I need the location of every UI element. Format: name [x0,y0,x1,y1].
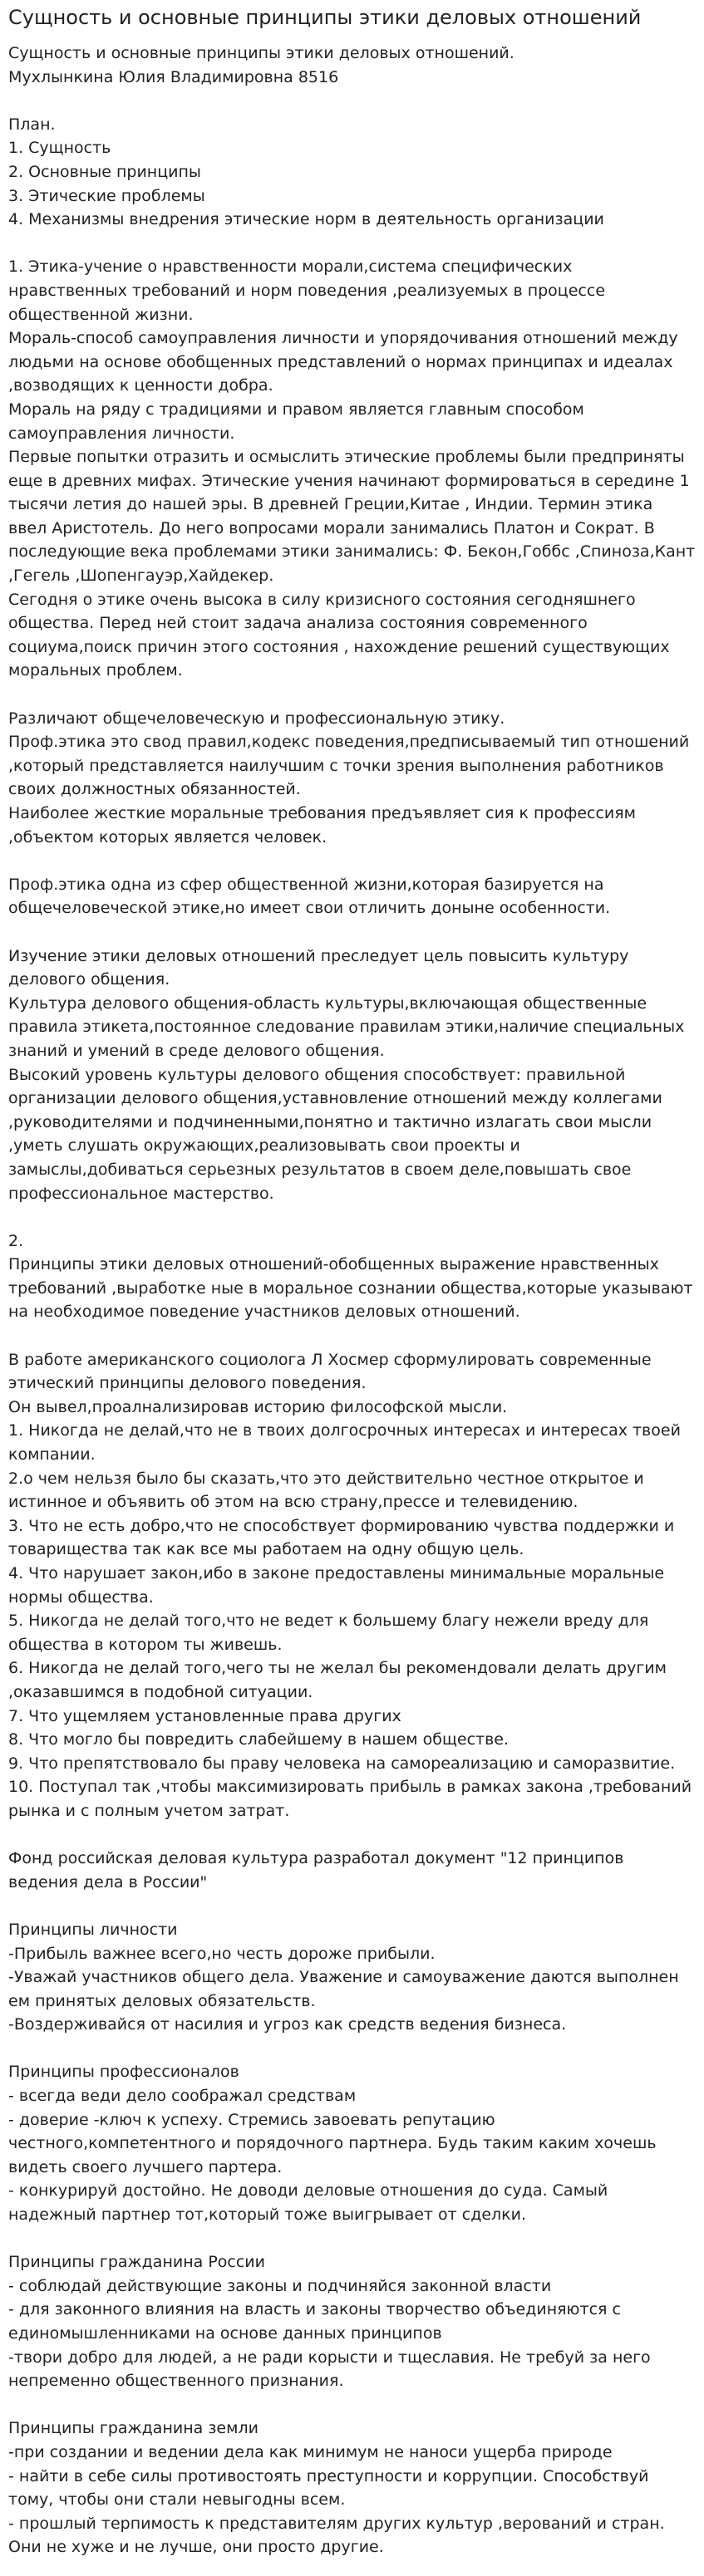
blank-line [8,2227,696,2251]
text-line: -Воздерживайся от насилия и угроз как средств ведения бизнеса. [8,2015,567,2034]
text-line: В работе американского социолога Л Хосмер сформулировать современные этический принципы делового поведения. [8,1350,652,1393]
text-line: 10. Поступал так ,чтобы максимизировать прибыль в рамках закона ,требований рынка и с полным учетом затрат. [8,1778,692,1820]
text-line: Мораль-способ самоуправления личности и упорядочивания отношений между людьми на основе обобщенных представлений о нормах принципах и идеалах ,возводящих к ценности добра. [8,329,678,395]
blank-line [8,849,696,873]
text-line: Культура делового общения-область культуры,включающая общественные правила этикета,постоянное следование правилам этики,наличие специальных знаний и умений в среде делового общения. [8,994,685,1060]
text-line: Принципы этики деловых отношений-обобщенных выражение нравственных требований ,выработке ные в моральное сознании общества,которые указывают на необходимое поведение участников деловых отношений. [8,1255,693,1322]
text-line: 8. Что могло бы повредить слабейшему в нашем обществе. [8,1730,510,1749]
text-line: 1. Никогда не делай,что не в твоих долгосрочных интересах и интересах твоей компании. [8,1421,681,1465]
text-line: - найти в себе силы противостоять преступности и коррупции. Способствуй тому, чтобы они стали невыгодны всем. [8,2466,649,2510]
text-line: Принципы личности [8,1920,178,1939]
blank-line [8,2393,696,2417]
text-line: Мораль на ряду с традициями и правом является главным способом самоуправления личности. [8,400,584,443]
text-line: Принципы гражданина земли [8,2419,258,2438]
blank-line [8,1205,696,1229]
text-line: Первые попытки отразить и осмыслить этические проблемы были предприняты еще в древних мифах. Этические учения начинают формироваться в середине 1 тысячи летия до нашей эры. В древней Греции,Китае , Индии. Термин этика ввел Аристотель. До него вопросами морали занимались Платон и Сократ. В последующие века проблемами этики занимались: Ф. Бекон,Гоббс ,Спиноза,Кант ,Гегель ,Шопенгауэр,Хайдекер. [8,448,696,586]
blank-line [8,1823,696,1847]
text-line: 2.о чем нельзя было бы сказать,что это действительно честное открытое и истинное и объявить об этом на всю страну,прессе и телевидению. [8,1469,644,1512]
text-line: 3. Этические проблемы [8,186,205,205]
blank-line [8,920,696,945]
text-line: Высокий уровень культуры делового общения способствует: правильной организации делового общения,уставновление отношений между коллегами ,руководителями и подчиненными,понятно и тактично излагать свои мысли ,уметь слушать окружающих,реализовывать свои проекты и замыслы,добиваться серьезных результатов в своем деле,повышать свое профессиональное мастерство. [8,1065,662,1203]
text-line: 5. Никогда не делай того,что не ведет к большему благу нежели вреду для общества в котором ты живешь. [8,1612,649,1654]
text-line: -Прибыль важнее всего,но честь дороже прибыли. [8,1944,436,1963]
blank-line [8,1324,696,1348]
text-line: Различают общечеловеческую и профессиональную этику. [8,709,505,728]
page-title: Сущность и основные принципы этики деловых отношений [8,6,642,29]
text-line: - доверие -ключ к успеху. Стремись завоевать репутацию честного,компетентного и порядочного партнера. Будь таким каким хочешь видеть своего лучшего партера. [8,2110,657,2176]
text-line: Фонд российская деловая культура разработал документ "12 принципов ведения дела в России" [8,1849,624,1892]
text-line: - соблюдай действующие законы и подчиняйся законной власти [8,2276,552,2295]
text-line: Сущность и основные принципы этики деловых отношений. [8,44,514,62]
text-line: Мухлынкина Юлия Владимировна 8516 [8,67,339,86]
text-line: -при создании и ведении дела как минимум не наноси ущерба природе [8,2442,613,2461]
text-line: - для законного влияния на власть и законы творчество объединяются с единомышленниками на основе данных принципов [8,2300,621,2343]
text-line: 2. [8,1231,24,1250]
blank-line [8,683,696,707]
text-line: 3. Что не есть добро,что не способствует формированию чувства поддержки и товарищества так как все мы работаем на одну общую цель. [8,1516,675,1559]
text-line: 4. Механизмы внедрения этические норм в деятельность организации [8,210,604,229]
text-line: 7. Что ущемляем установленные права других [8,1706,401,1725]
text-line: 1. Сущность [8,139,111,158]
text-line: 9. Что препятствовало бы праву человека на самореализацию и саморазвитие. [8,1754,676,1773]
text-line: Принципы гражданина России [8,2253,265,2272]
text-line: 6. Никогда не делай того,чего ты не желал бы рекомендовали делать другим ,оказавшимся в подобной ситуации. [8,1659,667,1701]
text-line: -твори добро для людей, а не ради корысти и тщеславия. Не требуй за него непременно общественного признания. [8,2348,651,2391]
text-line: - прошлый терпимость к представителям других культур ,верований и стран. Они не хуже и не лучше, они просто другие. [8,2514,665,2557]
text-line: Принципы профессионалов [8,2063,239,2082]
text-line: Проф.этика одна из сфер общественной жизни,которая базируется на общечеловеческой этике,но имеет свои отличить доныне особенности. [8,875,611,918]
document-body [8,42,696,2559]
text-line: 2. Основные принципы [8,162,201,181]
text-line: Наиболее жесткие моральные требования предъявляет сия к профессиям ,объектом которых является человек. [8,804,637,846]
blank-line [8,1894,696,1918]
text-line: Проф.этика это свод правил,кодекс поведения,предписываемый тип отношений ,который представляется наилучшим с точки зрения выполнения работников своих должностных обязанностей. [8,733,690,799]
text-line: -Уважай участников общего дела. Уважение и самоуважение даются выполнен ем принятых деловых обязательств. [8,1968,679,2010]
text-line: 4. Что нарушает закон,ибо в законе предоставлены минимальные моральные нормы общества. [8,1564,665,1607]
text-line: Сегодня о этике очень высока в силу кризисного состояния сегодняшнего общества. Перед ней стоит задача анализа состояния современного социума,поиск причин этого состояния , нахождение решений существующих моральных проблем. [8,590,670,680]
blank-line [8,232,696,256]
text-line: 1. Этика-учение о нравственности морали,система специфических нравственных требований и норм поведения ,реализуемых в процессе общественной жизни. [8,258,606,324]
blank-line [8,89,696,113]
text-line: - всегда веди дело соображал средствам [8,2087,357,2106]
blank-line [8,2037,696,2061]
text-line: - конкурируй достойно. Не доводи деловые отношения до суда. Самый надежный партнер тот,который тоже выигрывает от сделки. [8,2181,608,2225]
text-line: Изучение этики деловых отношений преследует цель повысить культуру делового общения. [8,946,629,989]
text-line: План. [8,115,56,134]
text-line: Он вывел,проалнализировав историю философской мысли. [8,1397,508,1416]
